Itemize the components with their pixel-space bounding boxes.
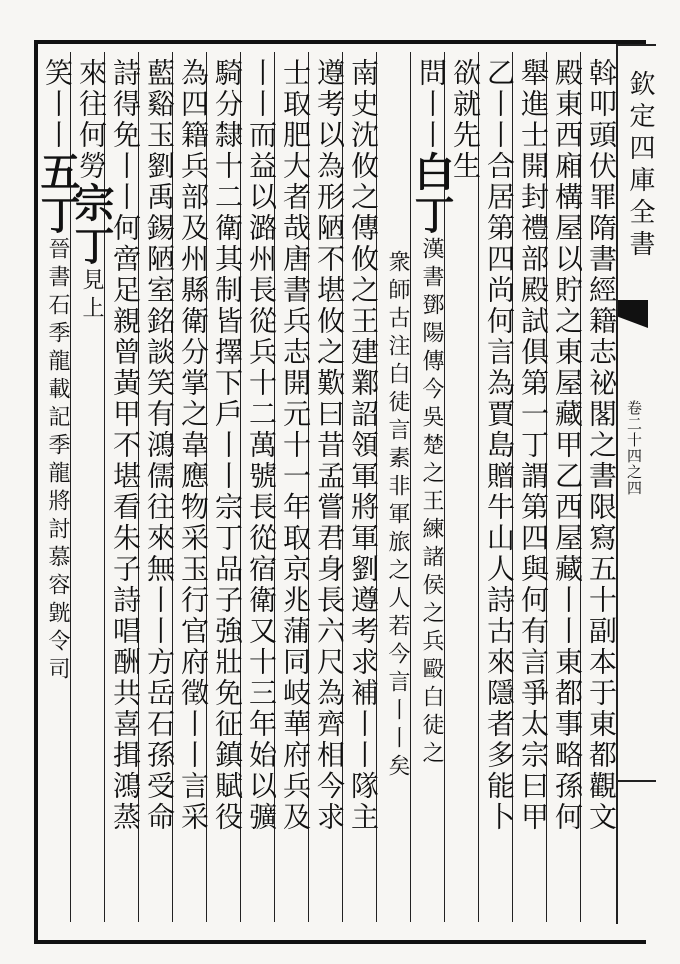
text-column: 斡叩頭伏罪隋書經籍志祕閣之書限寫五十副本于東都觀文 — [585, 58, 618, 833]
text-column: 殿東西廂構屋以貯之東屋藏甲乙西屋藏丨丨東都事略孫何 — [551, 58, 584, 833]
text-column: 南史沈攸之傳攸之王建鄴詔領軍將軍劉遵考求補丨丨隊主 — [347, 58, 380, 833]
text-column: 詩得免丨丨何啻足親曾黃甲不堪看朱子詩唱酬共喜揖鴻蒸 — [109, 58, 142, 833]
entry-heading: 五丁 — [34, 151, 81, 237]
text-column: 遵考以為形陋不堪攸之歎曰昔孟嘗君身長六尺為齊相今求 — [313, 58, 346, 833]
chapter-label: 卷二十四之四 — [625, 400, 643, 496]
text-column: 欲就先生 — [449, 58, 482, 182]
text-column: 笑丨丨五丁晉書石季龍載記季龍將討慕容皝令司 — [34, 58, 81, 685]
text-column: 舉進士開封禮部殿試俱第一丁謂第四與何有言爭太宗曰甲 — [517, 58, 550, 833]
text-column: 衆師古注白徒言素非軍旅之人若今言丨丨矣 — [385, 250, 410, 782]
text-column: 來往何勞宗丁見上 — [68, 58, 115, 324]
text-column: 乙丨丨合居第四尚何言為賈島贈牛山人詩古來隱者多能卜 — [483, 58, 516, 833]
entry-heading: 宗丁 — [68, 182, 115, 268]
fold-bottom-rule — [616, 780, 656, 782]
entry-heading: 白丁 — [408, 151, 455, 237]
fold-top-rule — [616, 44, 656, 46]
text-column: 問丨丨白丁漢書鄧陽傳今吳楚之王練諸侯之兵毆白徒之 — [408, 58, 455, 769]
text-column: 丨丨而益以潞州長從兵十二萬號長從宿衛又十三年始以彍 — [245, 58, 278, 833]
running-head: 欽定四庫全書 — [625, 70, 655, 262]
text-column: 騎分隸十二衛其制皆擇下戶丨丨宗丁品子強壯免征鎮賦役 — [211, 58, 244, 833]
text-column: 藍谿玉劉禹錫陋室銘談笑有鴻儒往來無丨丨方岳石孫受命 — [143, 58, 176, 833]
text-column: 為四籍兵部及州縣衛分掌之韋應物采玉行官府徵丨丨言采 — [177, 58, 210, 833]
text-column: 士取肥大者哉唐書兵志開元十一年取京兆蒲同岐華府兵及 — [279, 58, 312, 833]
column-rule — [478, 52, 479, 922]
